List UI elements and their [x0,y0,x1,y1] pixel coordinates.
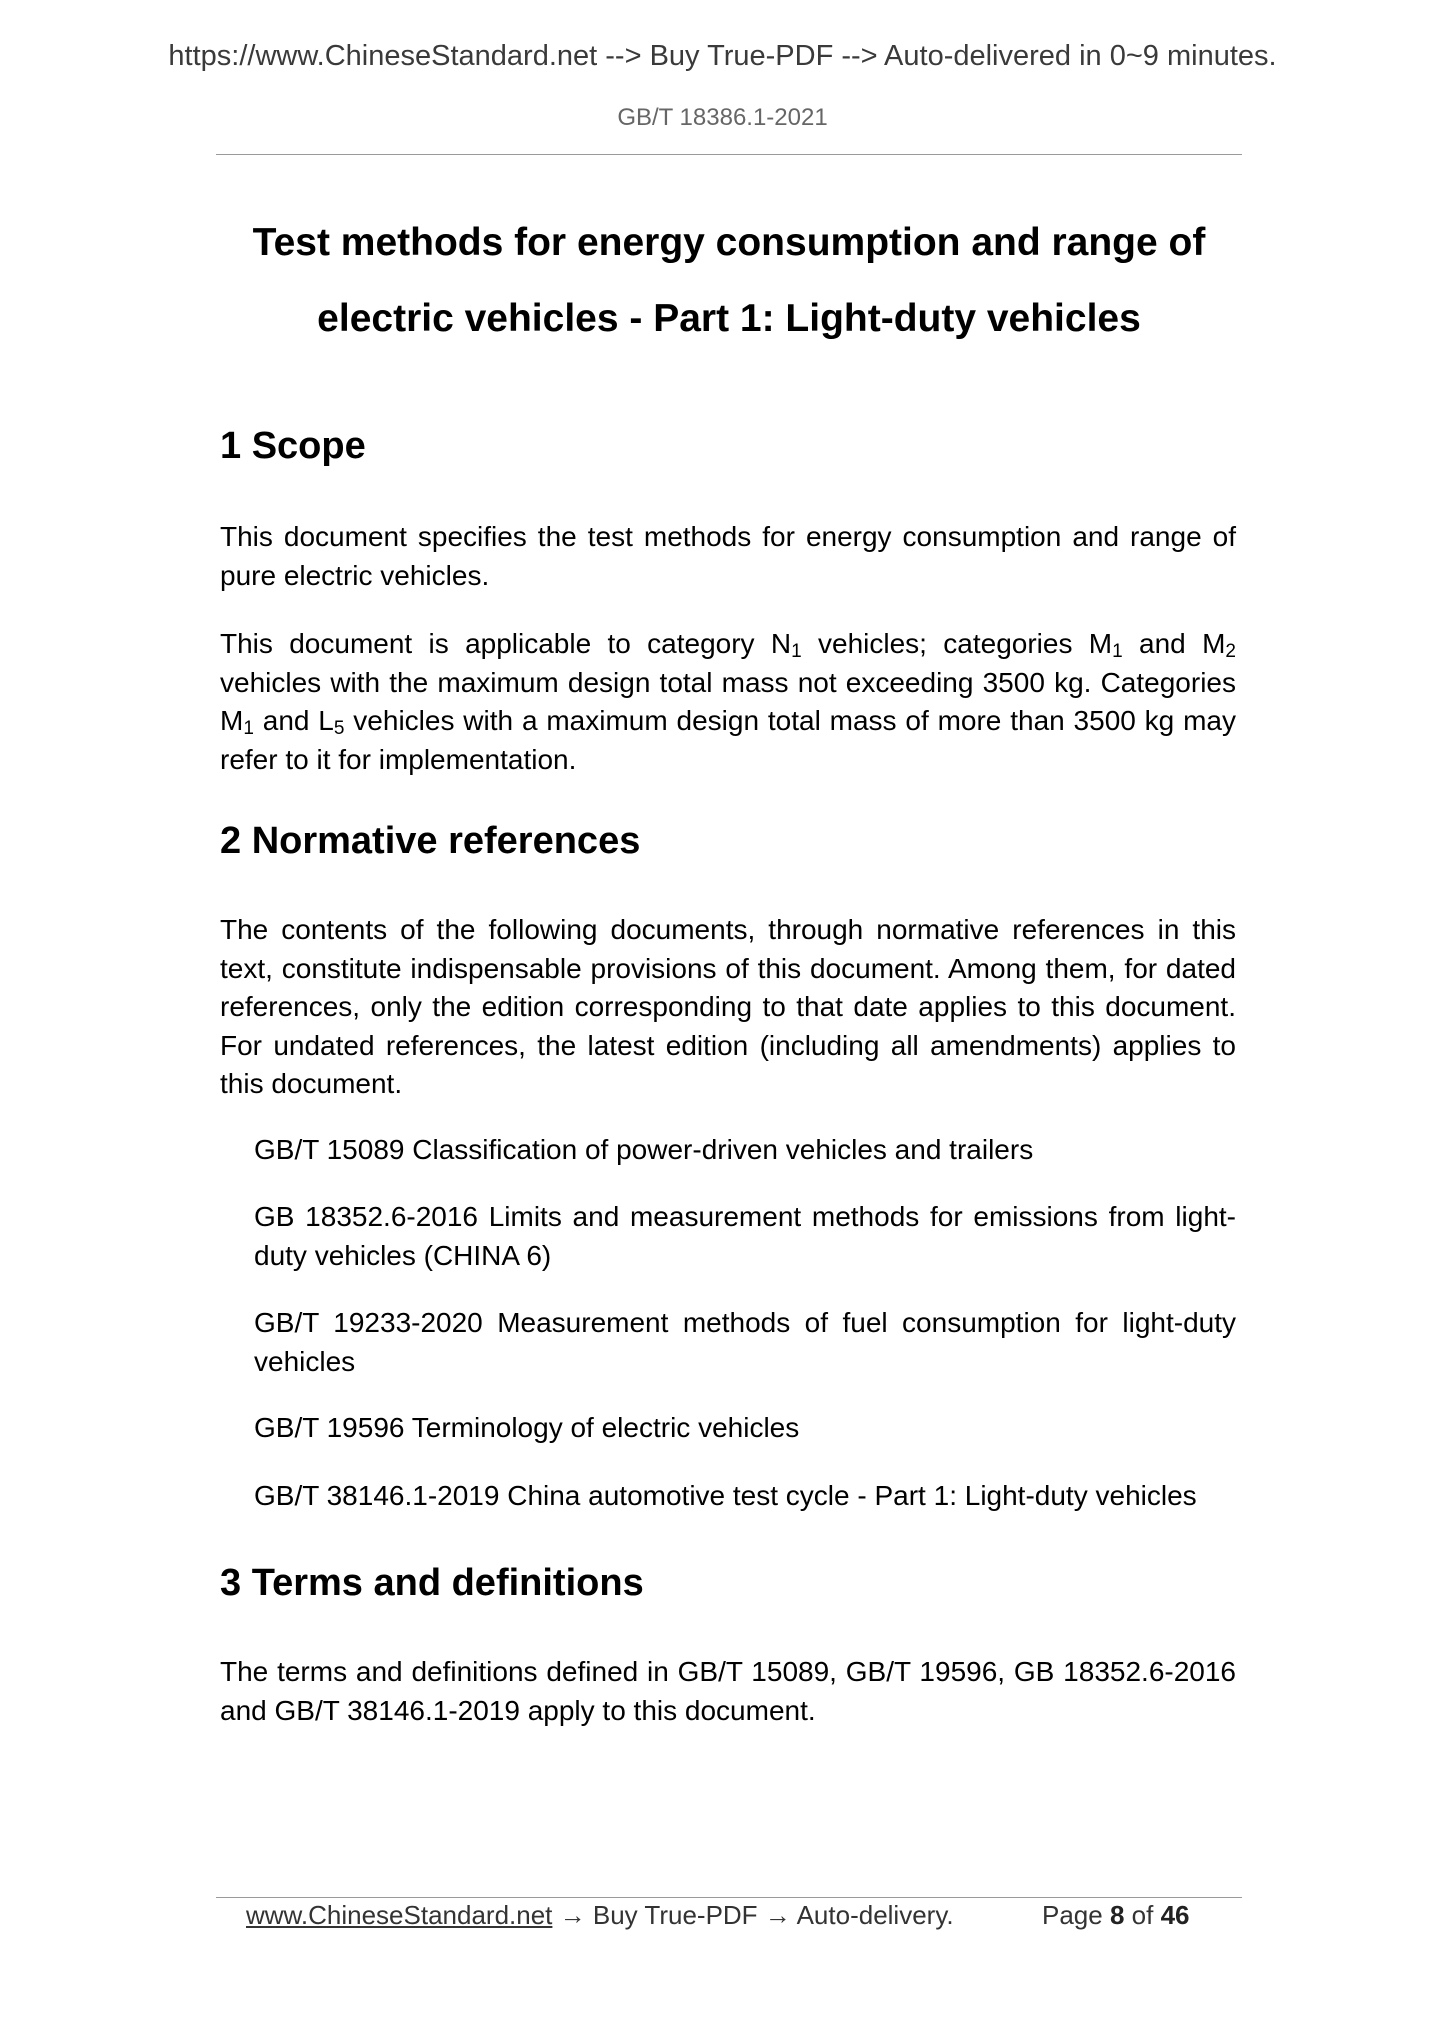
normative-references-paragraph: The contents of the following documents, through normative references in this text, constitute indispensable provisions of this document. Among them, for dated references, only the edition corresponding to that date applies to this document. For undated references, the latest edition (including all amendments) applies to this document. [220,914,1236,1099]
header-divider [216,154,1242,155]
reference-item: GB/T 19233-2020 Measurement methods of fuel consumption for light-duty vehicles [254,1307,1236,1377]
of-label: of [1131,1900,1154,1930]
total-pages: 46 [1160,1900,1190,1930]
footer-divider [216,1897,1242,1898]
section-3-heading: 3 Terms and definitions [220,1562,644,1604]
subscript: 1 [1112,641,1123,662]
page-label: Page [1042,1900,1103,1930]
scope-text: and M [1122,628,1226,659]
subscript: 1 [243,718,254,739]
page-number [1042,1900,1190,1931]
header-banner: https://www.ChineseStandard.net --> Buy True-PDF --> Auto-delivered in 0~9 minutes. [168,40,1277,72]
document-title [216,205,1242,357]
scope-paragraph-1: This document specifies the test methods for energy consumption and range of pure electric vehicles. [220,521,1236,591]
scope-text: vehicles with a maximum design total mass of more than 3500 kg may refer to it for implementation. [220,705,1236,775]
title-line-2: electric vehicles - Part 1: Light-duty vehicles [317,297,1141,340]
standard-code: GB/T 18386.1-2021 [617,104,828,131]
footer-delivery-text: Auto-delivery. [796,1900,954,1930]
section-2-heading: 2 Normative references [220,820,641,862]
scope-text: vehicles; categories M [801,628,1113,659]
subscript: 2 [1225,641,1236,662]
reference-item: GB/T 15089 Classification of power-driven vehicles and trailers [254,1134,1034,1165]
section-1-heading: 1 Scope [220,425,366,467]
scope-paragraph-2 [220,625,1236,779]
subscript: 1 [791,641,802,662]
footer-promo [246,1900,954,1931]
title-line-1: Test methods for energy consumption and range of [252,221,1206,264]
scope-text: This document is applicable to category N [220,628,792,659]
terms-paragraph: The terms and definitions defined in GB/T 15089, GB/T 19596, GB 18352.6-2016 and GB/T 38146.1-2019 apply to this document. [220,1656,1236,1726]
footer-buy-text: Buy True-PDF [592,1900,758,1930]
reference-item: GB/T 19596 Terminology of electric vehicles [254,1412,800,1443]
current-page: 8 [1109,1900,1125,1930]
reference-item: GB 18352.6-2016 Limits and measurement methods for emissions from light-duty vehicles (CHINA 6) [254,1201,1236,1271]
scope-text: and L [253,705,334,736]
subscript: 5 [333,718,345,739]
arrow-icon: → [552,1900,593,1930]
footer-site-link[interactable]: www.ChineseStandard.net [246,1900,553,1930]
scope-text: vehicles with the maximum design total mass not exceeding 3500 kg. Categories M [220,666,1236,736]
arrow-icon: → [757,1900,797,1930]
reference-item: GB/T 38146.1-2019 China automotive test cycle - Part 1: Light-duty vehicles [254,1480,1197,1511]
